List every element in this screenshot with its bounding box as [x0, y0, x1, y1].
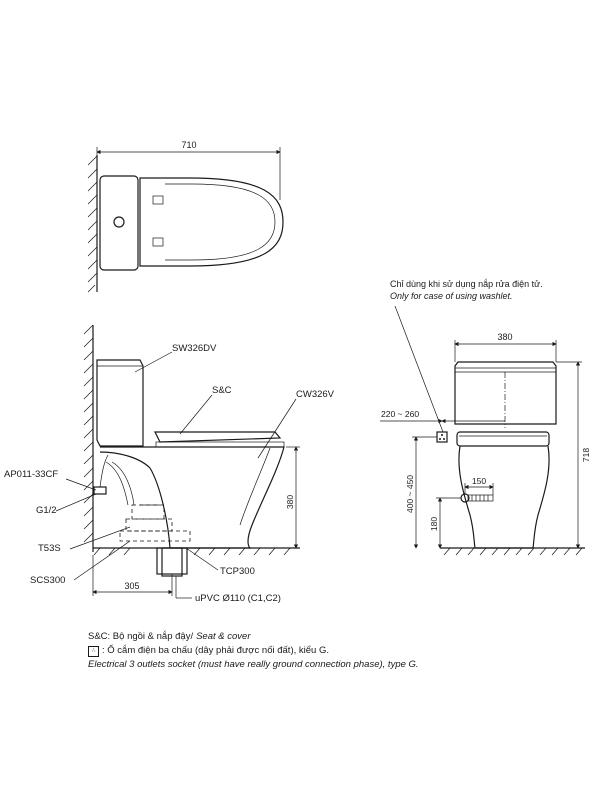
legend — [88, 630, 588, 672]
socket-icon — [437, 432, 447, 442]
socket-legend-icon: ∴ — [88, 646, 99, 657]
top-seat — [140, 178, 283, 266]
front-bowl — [459, 446, 549, 548]
label-bowl: CW326V — [296, 389, 335, 400]
side-bowl — [100, 447, 284, 548]
front-seat — [457, 432, 549, 446]
hinge-bottom — [153, 238, 163, 246]
hinge-top — [153, 196, 163, 204]
legend-socket-en: Electrical 3 outlets socket (must have really ground connection phase), type G. — [88, 659, 419, 670]
flush-button-icon — [114, 217, 124, 227]
washlet-note-en: Only for case of using washlet. — [390, 291, 513, 301]
front-view — [380, 279, 591, 555]
side-seat — [155, 432, 280, 442]
side-seat-ring — [156, 442, 284, 447]
legend-socket — [88, 644, 588, 658]
legend-seat-cover — [88, 630, 588, 644]
legend-sc-label: S&C: Bộ ngồi & nắp đậy/ — [88, 631, 194, 642]
label-tank: SW326DV — [172, 343, 217, 354]
dim-supply-offset: 150 — [471, 476, 487, 486]
side-view — [4, 325, 335, 604]
label-seal: SCS300 — [30, 575, 66, 586]
legend-socket-en-row — [88, 658, 588, 672]
dim-socket-offset: 220 ~ 260 — [381, 409, 420, 419]
base-outline — [120, 531, 190, 541]
dim-socket-height: 400 ~ 450 — [405, 474, 415, 514]
label-seat: S&C — [212, 385, 232, 396]
label-drain-pipe: uPVC Ø110 (C1,C2) — [195, 593, 281, 604]
legend-socket-vi: : Ổ cắm điện ba chấu (dây phải được nối đất), kiểu G. — [102, 645, 329, 656]
top-tank — [100, 176, 138, 270]
supply-pipe-threads — [472, 495, 488, 501]
legend-sc-en: Seat & cover — [196, 631, 251, 642]
front-floor-hatch — [444, 548, 582, 555]
top-wall-hatch — [88, 156, 97, 292]
dim-total-height: 718 — [581, 447, 591, 463]
side-wall-hatch — [84, 325, 93, 542]
label-flange: T53S — [38, 543, 61, 554]
washlet-note-vi: Chỉ dùng khi sử dụng nắp rửa điện tử. — [390, 279, 543, 289]
dim-supply-height: 180 — [429, 516, 439, 532]
front-tank — [455, 362, 556, 424]
dim-710: 710 — [181, 140, 197, 150]
label-valve: AP011-33CF — [4, 469, 59, 480]
dim-305: 305 — [124, 581, 140, 591]
seal-outline — [126, 519, 172, 531]
dim-380-front: 380 — [497, 332, 513, 342]
side-tank — [97, 360, 143, 446]
label-pipe-adapter: TCP300 — [220, 566, 255, 577]
flange-outline — [132, 505, 164, 519]
top-view — [88, 140, 283, 292]
dim-380-side: 380 — [285, 494, 295, 510]
angle-valve — [94, 487, 106, 494]
top-lid — [165, 184, 275, 260]
label-thread: G1/2 — [36, 505, 57, 516]
side-floor-hatch — [94, 548, 290, 555]
